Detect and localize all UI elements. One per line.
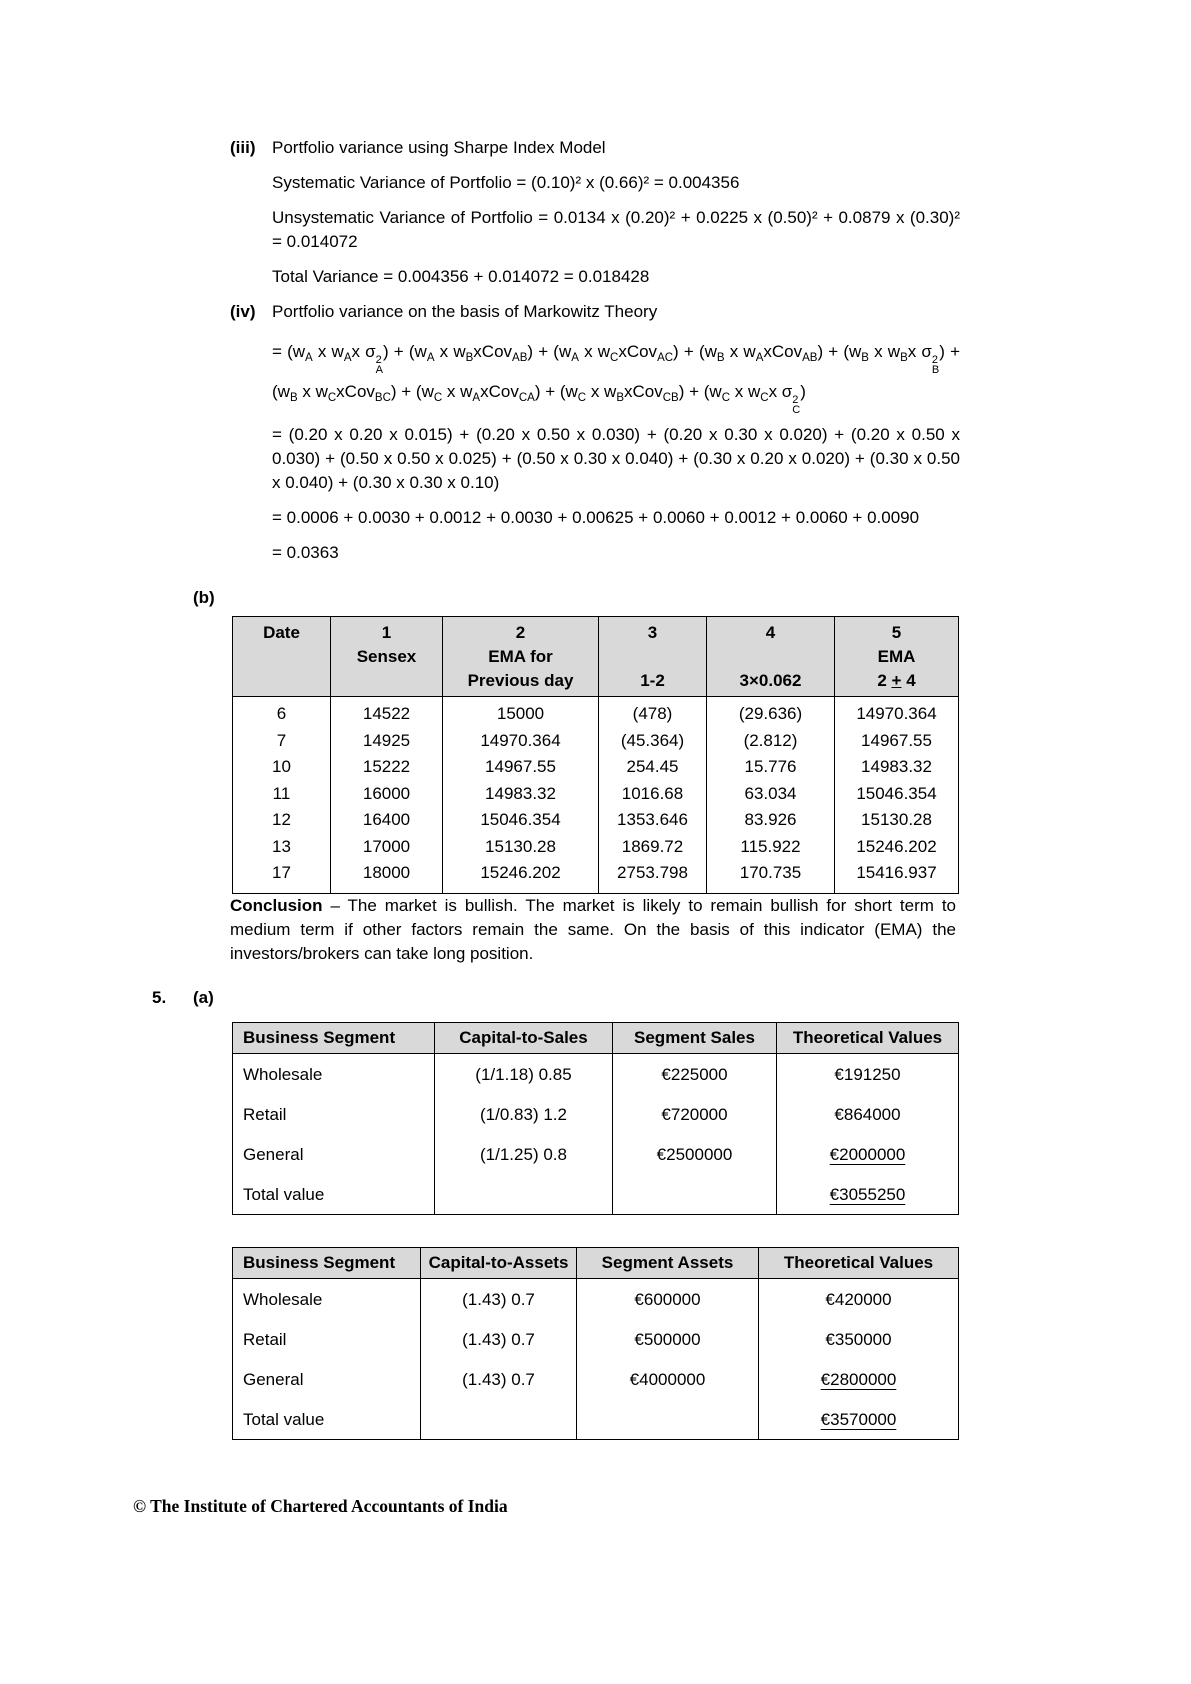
ema-cell: 15130.28 <box>835 807 959 834</box>
assets-table-header-cell: Capital-to-Assets <box>421 1247 577 1278</box>
ema-cell: 16000 <box>331 781 443 808</box>
ema-header-cell: 3 1-2 <box>599 617 707 697</box>
ema-cell: 15416.937 <box>835 860 959 893</box>
item-iv <box>230 300 960 576</box>
sales-table <box>232 1022 959 1215</box>
ema-cell: (45.364) <box>599 728 707 755</box>
ema-cell: 254.45 <box>599 754 707 781</box>
assets-table-header-cell: Business Segment <box>233 1247 421 1278</box>
sales-table-cell: Retail <box>233 1094 435 1134</box>
ema-row <box>233 728 959 755</box>
sales-table-cell: Total value <box>233 1174 435 1215</box>
ema-cell: 15000 <box>443 697 599 728</box>
ema-cell: 15046.354 <box>443 807 599 834</box>
conclusion-text: – The market is bullish. The market is likely to remain bullish for short term to medium term if other factors remain the same. On the basis of this indicator (EMA) the investors/brokers can take long position. <box>230 895 956 963</box>
ema-cell: 170.735 <box>707 860 835 893</box>
ema-cell: 18000 <box>331 860 443 893</box>
markowitz-expansion-line: = (0.20 x 0.20 x 0.015) + (0.20 x 0.50 x 0.030) + (0.20 x 0.30 x 0.020) + (0.20 x 0.50 x 0.030) + (0.50 x 0.50 x 0.025) + (0.50 x 0.30 x 0.040) + (0.30 x 0.20 x 0.020) + (0.30 x 0.50 x 0.040) + (0.30 x 0.30 x 0.10) <box>272 425 960 492</box>
sales-table-cell <box>435 1174 613 1215</box>
sales-table-cell: (1/1.25) 0.8 <box>435 1134 613 1174</box>
ema-cell: 14925 <box>331 728 443 755</box>
sales-table-header-cell: Business Segment <box>233 1022 435 1053</box>
ema-cell: 6 <box>233 697 331 728</box>
markowitz-result-line: = 0.0363 <box>272 543 339 562</box>
assets-table-row <box>233 1359 959 1399</box>
sales-table-cell: (1/1.18) 0.85 <box>435 1053 613 1094</box>
item-iii-label: (iii) <box>230 138 256 157</box>
sales-table-cell: Wholesale <box>233 1053 435 1094</box>
assets-table-cell: €350000 <box>759 1319 959 1359</box>
ema-cell: 11 <box>233 781 331 808</box>
ema-row <box>233 754 959 781</box>
ema-cell: 14967.55 <box>835 728 959 755</box>
ema-cell: 14522 <box>331 697 443 728</box>
item-iv-label: (iv) <box>230 302 256 321</box>
sales-table-cell: €225000 <box>613 1053 777 1094</box>
ema-cell: 83.926 <box>707 807 835 834</box>
markowitz-formula: = ($w_A$ x $w_Ax$ σ 2 A ) + ($w_A$ x $w_BxCov_{AB}) + (w_A$ x $w_CxCov_{AC}) + (w_B$ x $w_AxCov_{AB}) + (w_B$ x $w_Bx$ σ 2 B ) + ($w_B$ x $w_CxCov_{BC}) + (w_C$ x $w_AxCov_{CA}) + (w_C$ x $w_BxCov_{CB}) + (w_C$ x $w_Cx$ σ 2 C ) <box>272 342 960 416</box>
ema-row <box>233 781 959 808</box>
ema-header-cell: Date <box>233 617 331 697</box>
ema-cell: 115.922 <box>707 834 835 861</box>
ema-cell: 63.034 <box>707 781 835 808</box>
sales-table-cell: €191250 <box>777 1053 959 1094</box>
copyright-footer: © The Institute of Chartered Accountants of India <box>133 1496 508 1516</box>
ema-row <box>233 860 959 893</box>
assets-table-cell: €2800000 <box>759 1359 959 1399</box>
page-content <box>152 136 960 1440</box>
assets-table-cell: €420000 <box>759 1278 959 1319</box>
conclusion-paragraph <box>230 894 956 966</box>
unsystematic-variance-line: Unsystematic Variance of Portfolio = 0.0134 x (0.20)² + 0.0225 x (0.50)² + 0.0879 x (0.30)² = 0.014072 <box>272 208 960 251</box>
sales-table-header-cell: Capital-to-Sales <box>435 1022 613 1053</box>
ema-row <box>233 697 959 728</box>
assets-table-cell: Wholesale <box>233 1278 421 1319</box>
sales-table-cell: (1/0.83) 1.2 <box>435 1094 613 1134</box>
ema-cell: 15246.202 <box>835 834 959 861</box>
section-b <box>193 586 960 966</box>
assets-table-cell: (1.43) 0.7 <box>421 1359 577 1399</box>
ema-cell: 13 <box>233 834 331 861</box>
ema-cell: 14970.364 <box>443 728 599 755</box>
ema-head-row <box>233 617 959 697</box>
ema-header-cell: 4 3×0.062 <box>707 617 835 697</box>
conclusion-label: Conclusion <box>230 895 323 915</box>
assets-table-cell: General <box>233 1359 421 1399</box>
assets-table <box>232 1247 959 1440</box>
assets-table-row <box>233 1278 959 1319</box>
total-variance-line: Total Variance = 0.004356 + 0.014072 = 0.018428 <box>272 267 650 286</box>
assets-table-cell: €3570000 <box>759 1399 959 1440</box>
assets-table-head-row <box>233 1247 959 1278</box>
assets-table-cell: (1.43) 0.7 <box>421 1319 577 1359</box>
question-sub-label: (a) <box>193 987 214 1007</box>
sales-table-body <box>233 1053 959 1214</box>
assets-table-row <box>233 1319 959 1359</box>
question-number: 5. <box>152 987 167 1007</box>
assets-table-cell: Total value <box>233 1399 421 1440</box>
assets-table-cell: (1.43) 0.7 <box>421 1278 577 1319</box>
ema-cell: 15.776 <box>707 754 835 781</box>
ema-cell: 1353.646 <box>599 807 707 834</box>
ema-cell: 17 <box>233 860 331 893</box>
ema-cell: (2.812) <box>707 728 835 755</box>
ema-cell: (478) <box>599 697 707 728</box>
ema-cell: 10 <box>233 754 331 781</box>
ema-body <box>233 697 959 894</box>
sales-table-header-cell: Segment Sales <box>613 1022 777 1053</box>
ema-row <box>233 807 959 834</box>
ema-cell: 1016.68 <box>599 781 707 808</box>
ema-cell: 14967.55 <box>443 754 599 781</box>
sales-table-cell: General <box>233 1134 435 1174</box>
sales-table-row <box>233 1174 959 1215</box>
assets-table-cell: Retail <box>233 1319 421 1359</box>
ema-cell: 14983.32 <box>835 754 959 781</box>
ema-cell: 12 <box>233 807 331 834</box>
ema-row <box>233 834 959 861</box>
sales-table-cell: €3055250 <box>777 1174 959 1215</box>
sales-table-header-cell: Theoretical Values <box>777 1022 959 1053</box>
sales-table-head-row <box>233 1022 959 1053</box>
ema-cell: 1869.72 <box>599 834 707 861</box>
sales-table-cell: €720000 <box>613 1094 777 1134</box>
assets-table-cell <box>421 1399 577 1440</box>
ema-header-cell: 1 Sensex <box>331 617 443 697</box>
assets-table-cell: €500000 <box>577 1319 759 1359</box>
ema-header-cell: 2 EMA for Previous day <box>443 617 599 697</box>
item-iii-body <box>272 136 960 300</box>
question-5-heading <box>152 986 960 1010</box>
ema-cell: 14970.364 <box>835 697 959 728</box>
item-iv-body <box>272 300 960 576</box>
ema-cell: 15046.354 <box>835 781 959 808</box>
sales-table-row <box>233 1094 959 1134</box>
ema-cell: 16400 <box>331 807 443 834</box>
ema-cell: 2753.798 <box>599 860 707 893</box>
ema-cell: 7 <box>233 728 331 755</box>
sales-table-cell: €2500000 <box>613 1134 777 1174</box>
markowitz-sum-line: = 0.0006 + 0.0030 + 0.0012 + 0.0030 + 0.00625 + 0.0060 + 0.0012 + 0.0060 + 0.0090 <box>272 508 920 527</box>
ema-header-cell: 5 EMA 2 + 4 <box>835 617 959 697</box>
sales-table-cell: €864000 <box>777 1094 959 1134</box>
ema-cell: 15130.28 <box>443 834 599 861</box>
ema-cell: 15222 <box>331 754 443 781</box>
item-iii <box>230 136 960 300</box>
assets-table-body <box>233 1278 959 1439</box>
assets-table-cell <box>577 1399 759 1440</box>
systematic-variance-line: Systematic Variance of Portfolio = (0.10)² x (0.66)² = 0.004356 <box>272 173 740 192</box>
ema-cell: 15246.202 <box>443 860 599 893</box>
ema-cell: 14983.32 <box>443 781 599 808</box>
assets-table-cell: €4000000 <box>577 1359 759 1399</box>
assets-table-header-cell: Theoretical Values <box>759 1247 959 1278</box>
ema-cell: 17000 <box>331 834 443 861</box>
section-b-label: (b) <box>193 588 215 607</box>
item-iv-title: Portfolio variance on the basis of Markowitz Theory <box>272 302 658 321</box>
assets-table-header-cell: Segment Assets <box>577 1247 759 1278</box>
assets-table-row <box>233 1399 959 1440</box>
ema-cell: (29.636) <box>707 697 835 728</box>
sales-table-row <box>233 1053 959 1094</box>
ema-table <box>232 616 959 894</box>
sales-table-row <box>233 1134 959 1174</box>
sales-table-cell: €2000000 <box>777 1134 959 1174</box>
assets-table-cell: €600000 <box>577 1278 759 1319</box>
sales-table-cell <box>613 1174 777 1215</box>
item-iii-title: Portfolio variance using Sharpe Index Model <box>272 138 606 157</box>
